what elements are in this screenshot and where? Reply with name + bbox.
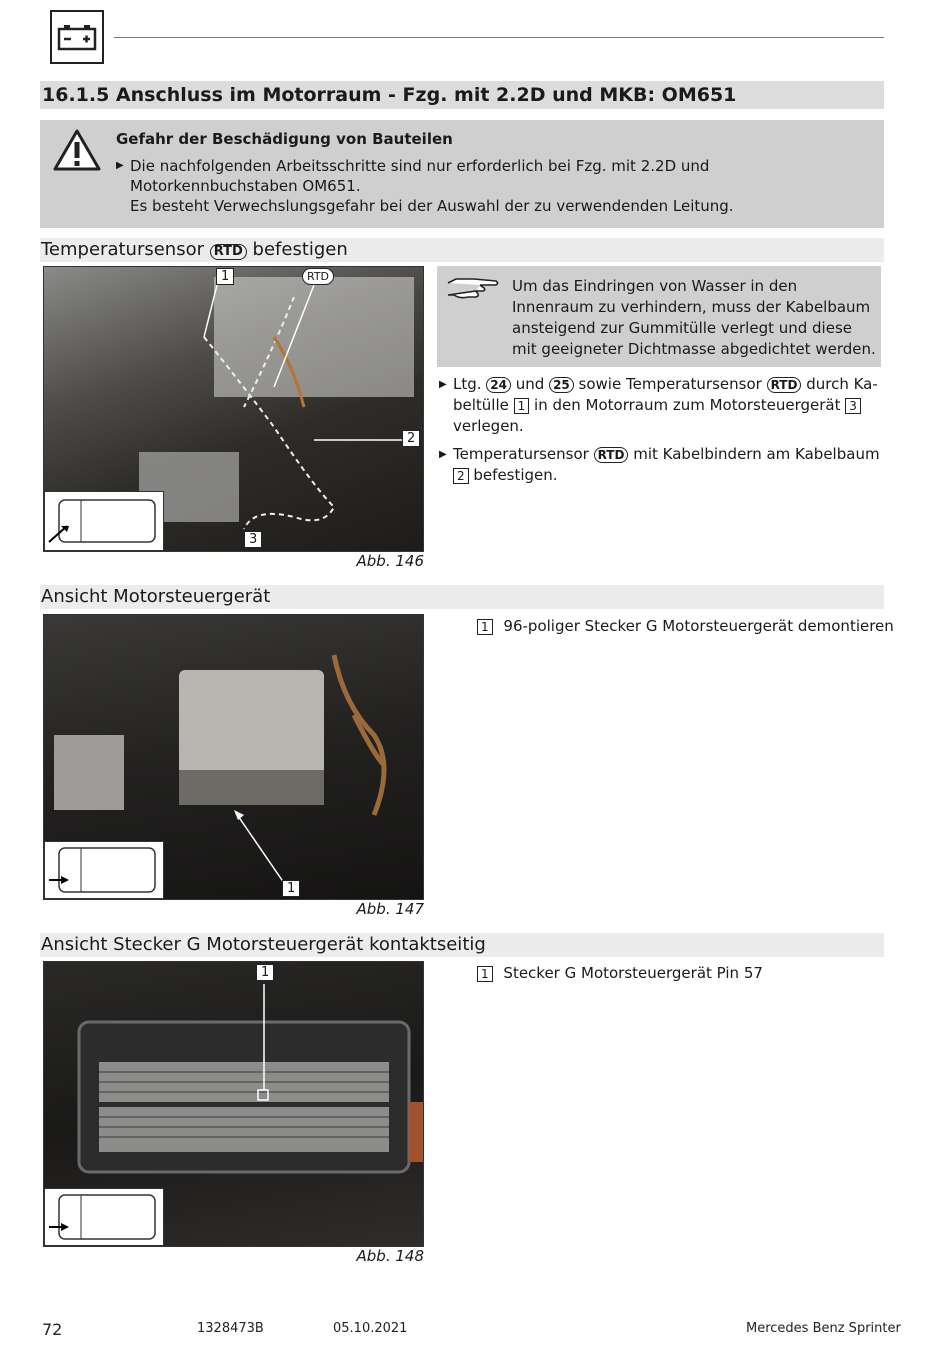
caption-abb-147: Abb. 147 — [356, 900, 424, 918]
item-pin-57 — [477, 964, 763, 982]
line-25-badge: 25 — [549, 377, 574, 393]
note-text: Um das Eindringen von Wasser in den Innenraum zu verhindern, muss der Kabelbaum ansteigend zur Gummitülle verlegt und diese mit geeigneter Dichtmasse abgedichtet werden. — [512, 277, 876, 358]
warning-icon — [52, 128, 102, 176]
photo147-label-1: 1 — [282, 880, 300, 897]
page-number: 72 — [42, 1320, 63, 1339]
photo146-label-1: 1 — [216, 268, 234, 285]
pointing-hand-icon — [446, 273, 500, 307]
photo-engine-ecu-147 — [43, 614, 424, 900]
sub1-title-before: Temperatursensor — [41, 239, 210, 260]
photo148-label-1: 1 — [256, 964, 274, 981]
item-number: 1 — [477, 619, 493, 635]
rtd-badge: RTD — [210, 244, 247, 260]
step-route-cables: ▶ Ltg. 24 und 25 sowie Temperatursensor RTD durch Kabeltülle 1 in den Motorraum zum Motorsteuergerät 3 verlegen. — [439, 374, 884, 437]
photo-engine-bay-146 — [43, 266, 424, 552]
vehicle-position-inset — [44, 841, 164, 899]
sub1-title-after: befestigen — [246, 239, 348, 260]
step-fasten-sensor: ▶ Temperatursensor RTD mit Kabelbindern am Kabelbaum 2 befestigen. — [439, 444, 884, 486]
document-date: 05.10.2021 — [333, 1321, 408, 1336]
document-number: 1328473B — [197, 1321, 264, 1336]
vehicle-position-inset — [44, 1188, 164, 1246]
subheading-engine-ecu: Ansicht Motorsteuergerät — [40, 585, 884, 609]
ref-3: 3 — [845, 398, 861, 414]
warning-bullet — [116, 156, 876, 216]
header-divider — [114, 37, 884, 38]
vehicle-position-inset — [44, 491, 164, 551]
item-number: 1 — [477, 966, 493, 982]
ref-2: 2 — [453, 468, 469, 484]
item-remove-connector — [477, 617, 894, 635]
caption-abb-148: Abb. 148 — [356, 1247, 424, 1265]
item-text: 96-poliger Stecker G Motorsteuergerät demontieren — [503, 617, 894, 635]
warning-title: Gefahr der Beschädigung von Bauteilen — [116, 130, 453, 148]
battery-icon — [50, 10, 104, 64]
photo146-label-3: 3 — [244, 531, 262, 548]
rtd-badge-step1: RTD — [767, 377, 802, 393]
vehicle-name: Mercedes Benz Sprinter — [746, 1321, 901, 1336]
warning-body — [116, 156, 876, 216]
item-text: Stecker G Motorsteuergerät Pin 57 — [503, 964, 763, 982]
subheading-connector-contact-side: Ansicht Stecker G Motorsteuergerät kontaktseitig — [40, 933, 884, 957]
section-title: 16.1.5 Anschluss im Motorraum - Fzg. mit 2.2D und MKB: OM651 — [40, 81, 884, 109]
steps-list — [439, 374, 884, 493]
caption-abb-146: Abb. 146 — [356, 552, 424, 570]
warning-line1: Die nachfolgenden Arbeitsschritte sind nur erforderlich bei Fzg. mit 2.2D und Motorkennbuchstaben OM651. — [130, 157, 710, 195]
warning-line2: Es besteht Verwechslungsgefahr bei der Auswahl der zu verwendenden Leitung. — [130, 197, 734, 215]
photo146-label-2: 2 — [402, 430, 420, 447]
photo-connector-148 — [43, 961, 424, 1247]
photo146-label-rtd: RTD — [302, 268, 334, 285]
rtd-badge-step2: RTD — [594, 447, 629, 463]
subheading-temperature-sensor — [40, 238, 884, 262]
line-24-badge: 24 — [486, 377, 511, 393]
ref-1: 1 — [514, 398, 530, 414]
